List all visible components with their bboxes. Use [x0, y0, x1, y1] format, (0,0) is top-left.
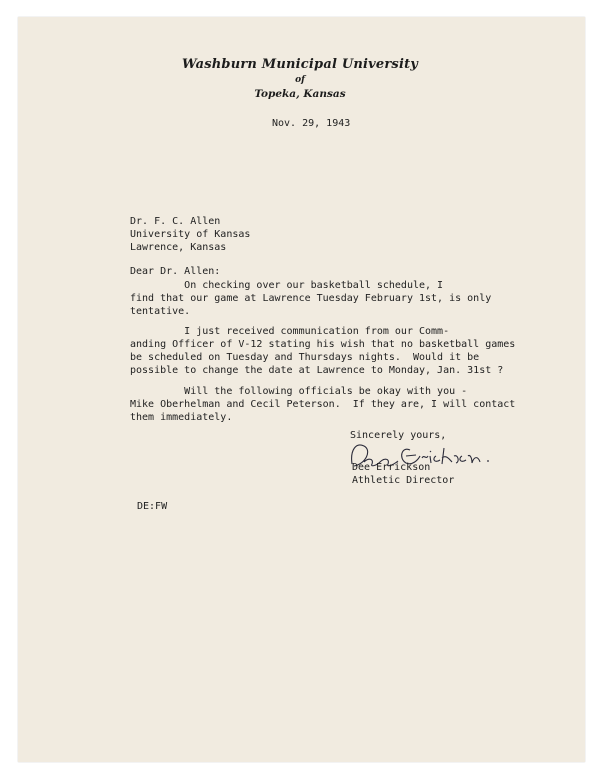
paragraph-1-line-1: On checking over our basketball schedule, I — [130, 280, 444, 291]
signer-name: Dee Errickson — [352, 462, 431, 473]
signer-title: Athletic Director — [352, 475, 455, 486]
paragraph-1-line-3: tentative. — [130, 306, 191, 317]
closing: Sincerely yours, — [350, 430, 447, 441]
paragraph-3-line-3: them immediately. — [130, 412, 233, 423]
paragraph-2-line-1: I just received communication from our Comm- — [130, 326, 450, 337]
paragraph-3-line-2: Mike Oberhelman and Cecil Peterson. If they are, I will contact — [130, 399, 516, 410]
salutation: Dear Dr. Allen: — [130, 266, 221, 277]
recipient-org: University of Kansas — [130, 229, 251, 240]
paragraph-2-line-2: anding Officer of V-12 stating his wish that no basketball games — [130, 339, 516, 350]
recipient-city: Lawrence, Kansas — [130, 242, 227, 253]
typist-initials: DE:FW — [137, 501, 168, 512]
letterhead-location: Topeka, Kansas — [254, 88, 346, 100]
paragraph-2-line-3: be scheduled on Tuesday and Thursdays nights. Would it be — [130, 352, 480, 363]
letterhead-of: of — [295, 75, 305, 85]
letter-date: Nov. 29, 1943 — [272, 118, 351, 129]
paragraph-2-line-4: possible to change the date at Lawrence to Monday, Jan. 31st ? — [130, 365, 504, 376]
paragraph-1-line-2: find that our game at Lawrence Tuesday February 1st, is only — [130, 293, 492, 304]
letterhead-institution: Washburn Municipal University — [181, 57, 419, 72]
recipient-name: Dr. F. C. Allen — [130, 216, 221, 227]
paragraph-3-line-1: Will the following officials be okay with you - — [130, 386, 468, 397]
